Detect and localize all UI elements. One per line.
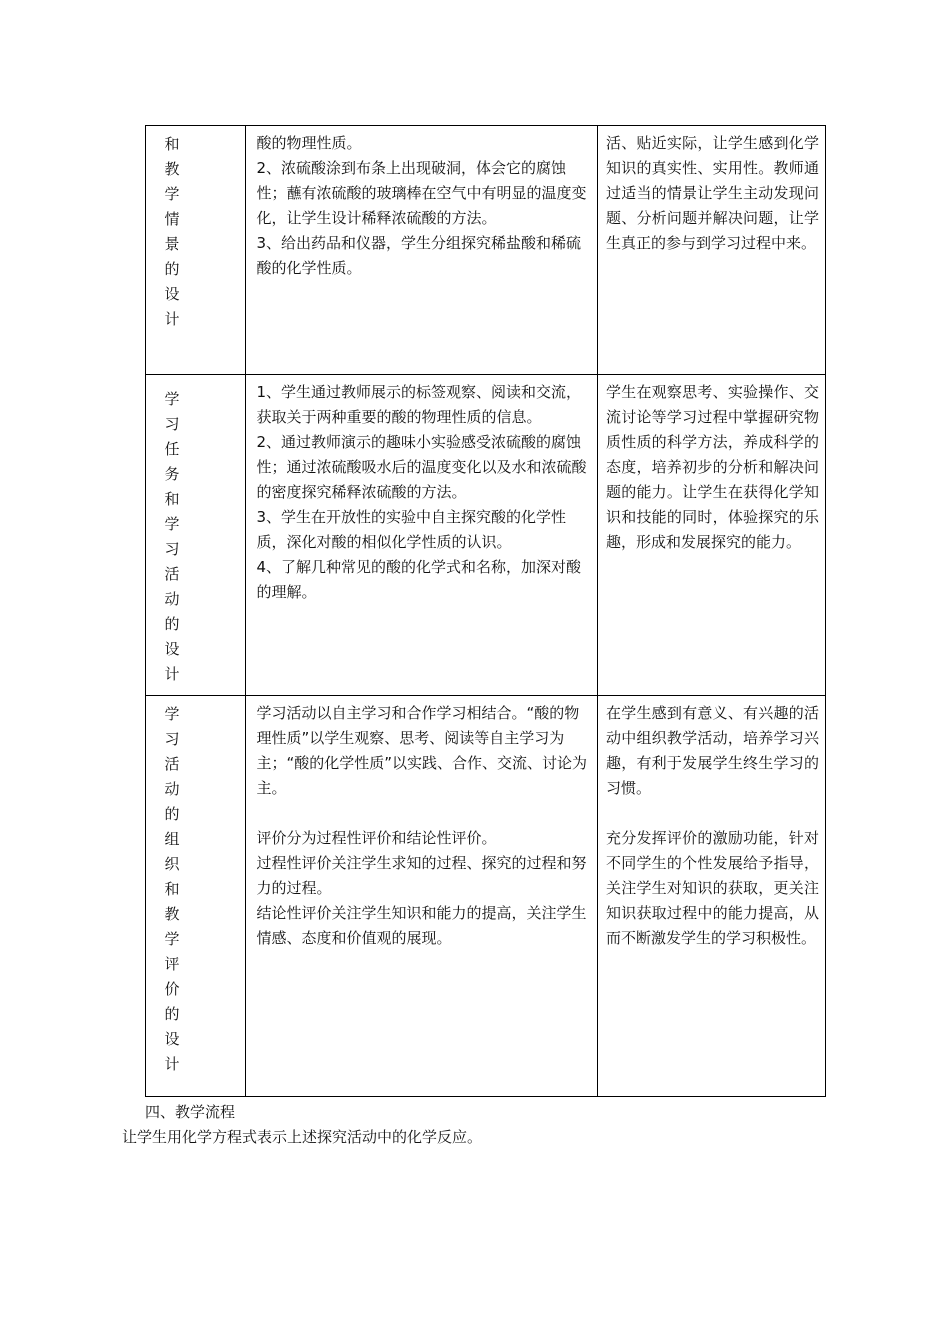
- label-char: 的: [164, 260, 180, 278]
- intent-paragraph: 充分发挥评价的激励功能，针对不同学生的个性发展给予指导，关注学生对知识的获取，更关注知识获取过程中的能力提高，从而不断激发学生的学习积极性。: [605, 829, 819, 947]
- blank-line: [256, 801, 589, 826]
- content-paragraph: 4、了解几种常见的酸的化学式和名称，加深对酸的理解。: [256, 558, 581, 601]
- row-label: [146, 375, 245, 687]
- row-label-cell: [146, 375, 246, 696]
- label-char: 学: [164, 390, 180, 408]
- content-paragraph: 学习活动以自主学习和合作学习相结合。“酸的物理性质”以学生观察、思考、阅读等自主学习为主；“酸的化学性质”以实践、合作、交流、讨论为主。: [256, 704, 587, 797]
- label-char: 计: [164, 310, 180, 328]
- content-paragraph: 2、通过教师演示的趣味小实验感受浓硫酸的腐蚀性；通过浓硫酸吸水后的温度变化以及水和浓硫酸的密度探究稀释浓硫酸的方法。: [256, 433, 587, 501]
- label-char: 学: [164, 705, 180, 723]
- intent-paragraph: 学生在观察思考、实验操作、交流讨论等学习过程中掌握研究物质性质的科学方法，养成科学的态度，培养初步的分析和解决问题的能力。让学生在获得化学知识和技能的同时，体验探究的乐趣，形成和发展探究的能力。: [605, 383, 819, 551]
- label-char: 学: [164, 515, 180, 533]
- label-char: 任: [164, 440, 180, 458]
- label-char: 的: [164, 615, 180, 633]
- content-paragraph: 1、学生通过教师展示的标签观察、阅读和交流，获取关于两种重要的酸的物理性质的信息。: [256, 383, 581, 426]
- label-char: 习: [164, 415, 180, 433]
- intent-cell: [597, 696, 825, 1097]
- label-char: 习: [164, 540, 180, 558]
- row-label: [146, 696, 245, 1077]
- label-char: 设: [164, 285, 180, 303]
- label-char: 计: [164, 665, 180, 683]
- content-cell: [246, 126, 598, 375]
- intent-paragraph: 在学生感到有意义、有兴趣的活动中组织教学活动，培养学习兴趣，有利于发展学生终生学习的习惯。: [605, 704, 819, 797]
- blank-line: [606, 801, 819, 826]
- content-paragraph: 结论性评价关注学生知识和能力的提高，关注学生情感、态度和价值观的展现。: [256, 904, 587, 947]
- label-char: 活: [164, 565, 180, 583]
- label-char: 的: [164, 805, 180, 823]
- row-label-cell: [146, 126, 246, 375]
- label-char: 学: [164, 185, 180, 203]
- content-cell: [246, 375, 598, 696]
- section-heading: 四、教学流程: [145, 1103, 236, 1121]
- table-row: [146, 126, 826, 375]
- section-body-text: 让学生用化学方程式表示上述探究活动中的化学反应。: [122, 1128, 483, 1146]
- lesson-design-table: [145, 125, 826, 1097]
- label-char: 教: [164, 905, 180, 923]
- label-char: 动: [164, 590, 180, 608]
- label-char: 务: [164, 465, 180, 483]
- label-char: 设: [164, 1030, 180, 1048]
- label-char: 景: [164, 235, 180, 253]
- label-char: 评: [164, 955, 180, 973]
- label-char: 价: [164, 980, 180, 998]
- intent-cell: [597, 126, 825, 375]
- label-char: 的: [164, 1005, 180, 1023]
- label-char: 活: [164, 755, 180, 773]
- content-paragraph: 过程性评价关注学生求知的过程、探究的过程和努力的过程。: [256, 854, 587, 897]
- content-paragraph: 评价分为过程性评价和结论性评价。: [256, 829, 497, 847]
- content-paragraph: 酸的物理性质。: [256, 134, 362, 152]
- content-paragraph: 2、浓硫酸涂到布条上出现破洞，体会它的腐蚀性；蘸有浓硫酸的玻璃棒在空气中有明显的温度变化，让学生设计稀释浓硫酸的方法。: [256, 159, 587, 227]
- intent-paragraph: 活、贴近实际，让学生感到化学知识的真实性、实用性。教师通过适当的情景让学生主动发现问题、分析问题并解决问题，让学生真正的参与到学习过程中来。: [605, 134, 819, 252]
- content-paragraph: 3、学生在开放性的实验中自主探究酸的化学性质，深化对酸的相似化学性质的认识。: [256, 508, 566, 551]
- label-char: 习: [164, 730, 180, 748]
- label-char: 情: [164, 210, 180, 228]
- table-row: [146, 375, 826, 696]
- content-cell: [246, 696, 598, 1097]
- label-char: 和: [164, 880, 180, 898]
- intent-cell: [597, 375, 825, 696]
- label-char: 和: [164, 135, 180, 153]
- label-char: 组: [164, 830, 180, 848]
- label-char: 教: [164, 160, 180, 178]
- label-char: 设: [164, 640, 180, 658]
- label-char: 动: [164, 780, 180, 798]
- label-char: 计: [164, 1055, 180, 1073]
- label-char: 学: [164, 930, 180, 948]
- content-paragraph: 3、给出药品和仪器，学生分组探究稀盐酸和稀硫酸的化学性质。: [256, 234, 581, 277]
- row-label: [146, 126, 245, 332]
- table-row: [146, 696, 826, 1097]
- label-char: 和: [164, 490, 180, 508]
- label-char: 织: [164, 855, 180, 873]
- row-label-cell: [146, 696, 246, 1097]
